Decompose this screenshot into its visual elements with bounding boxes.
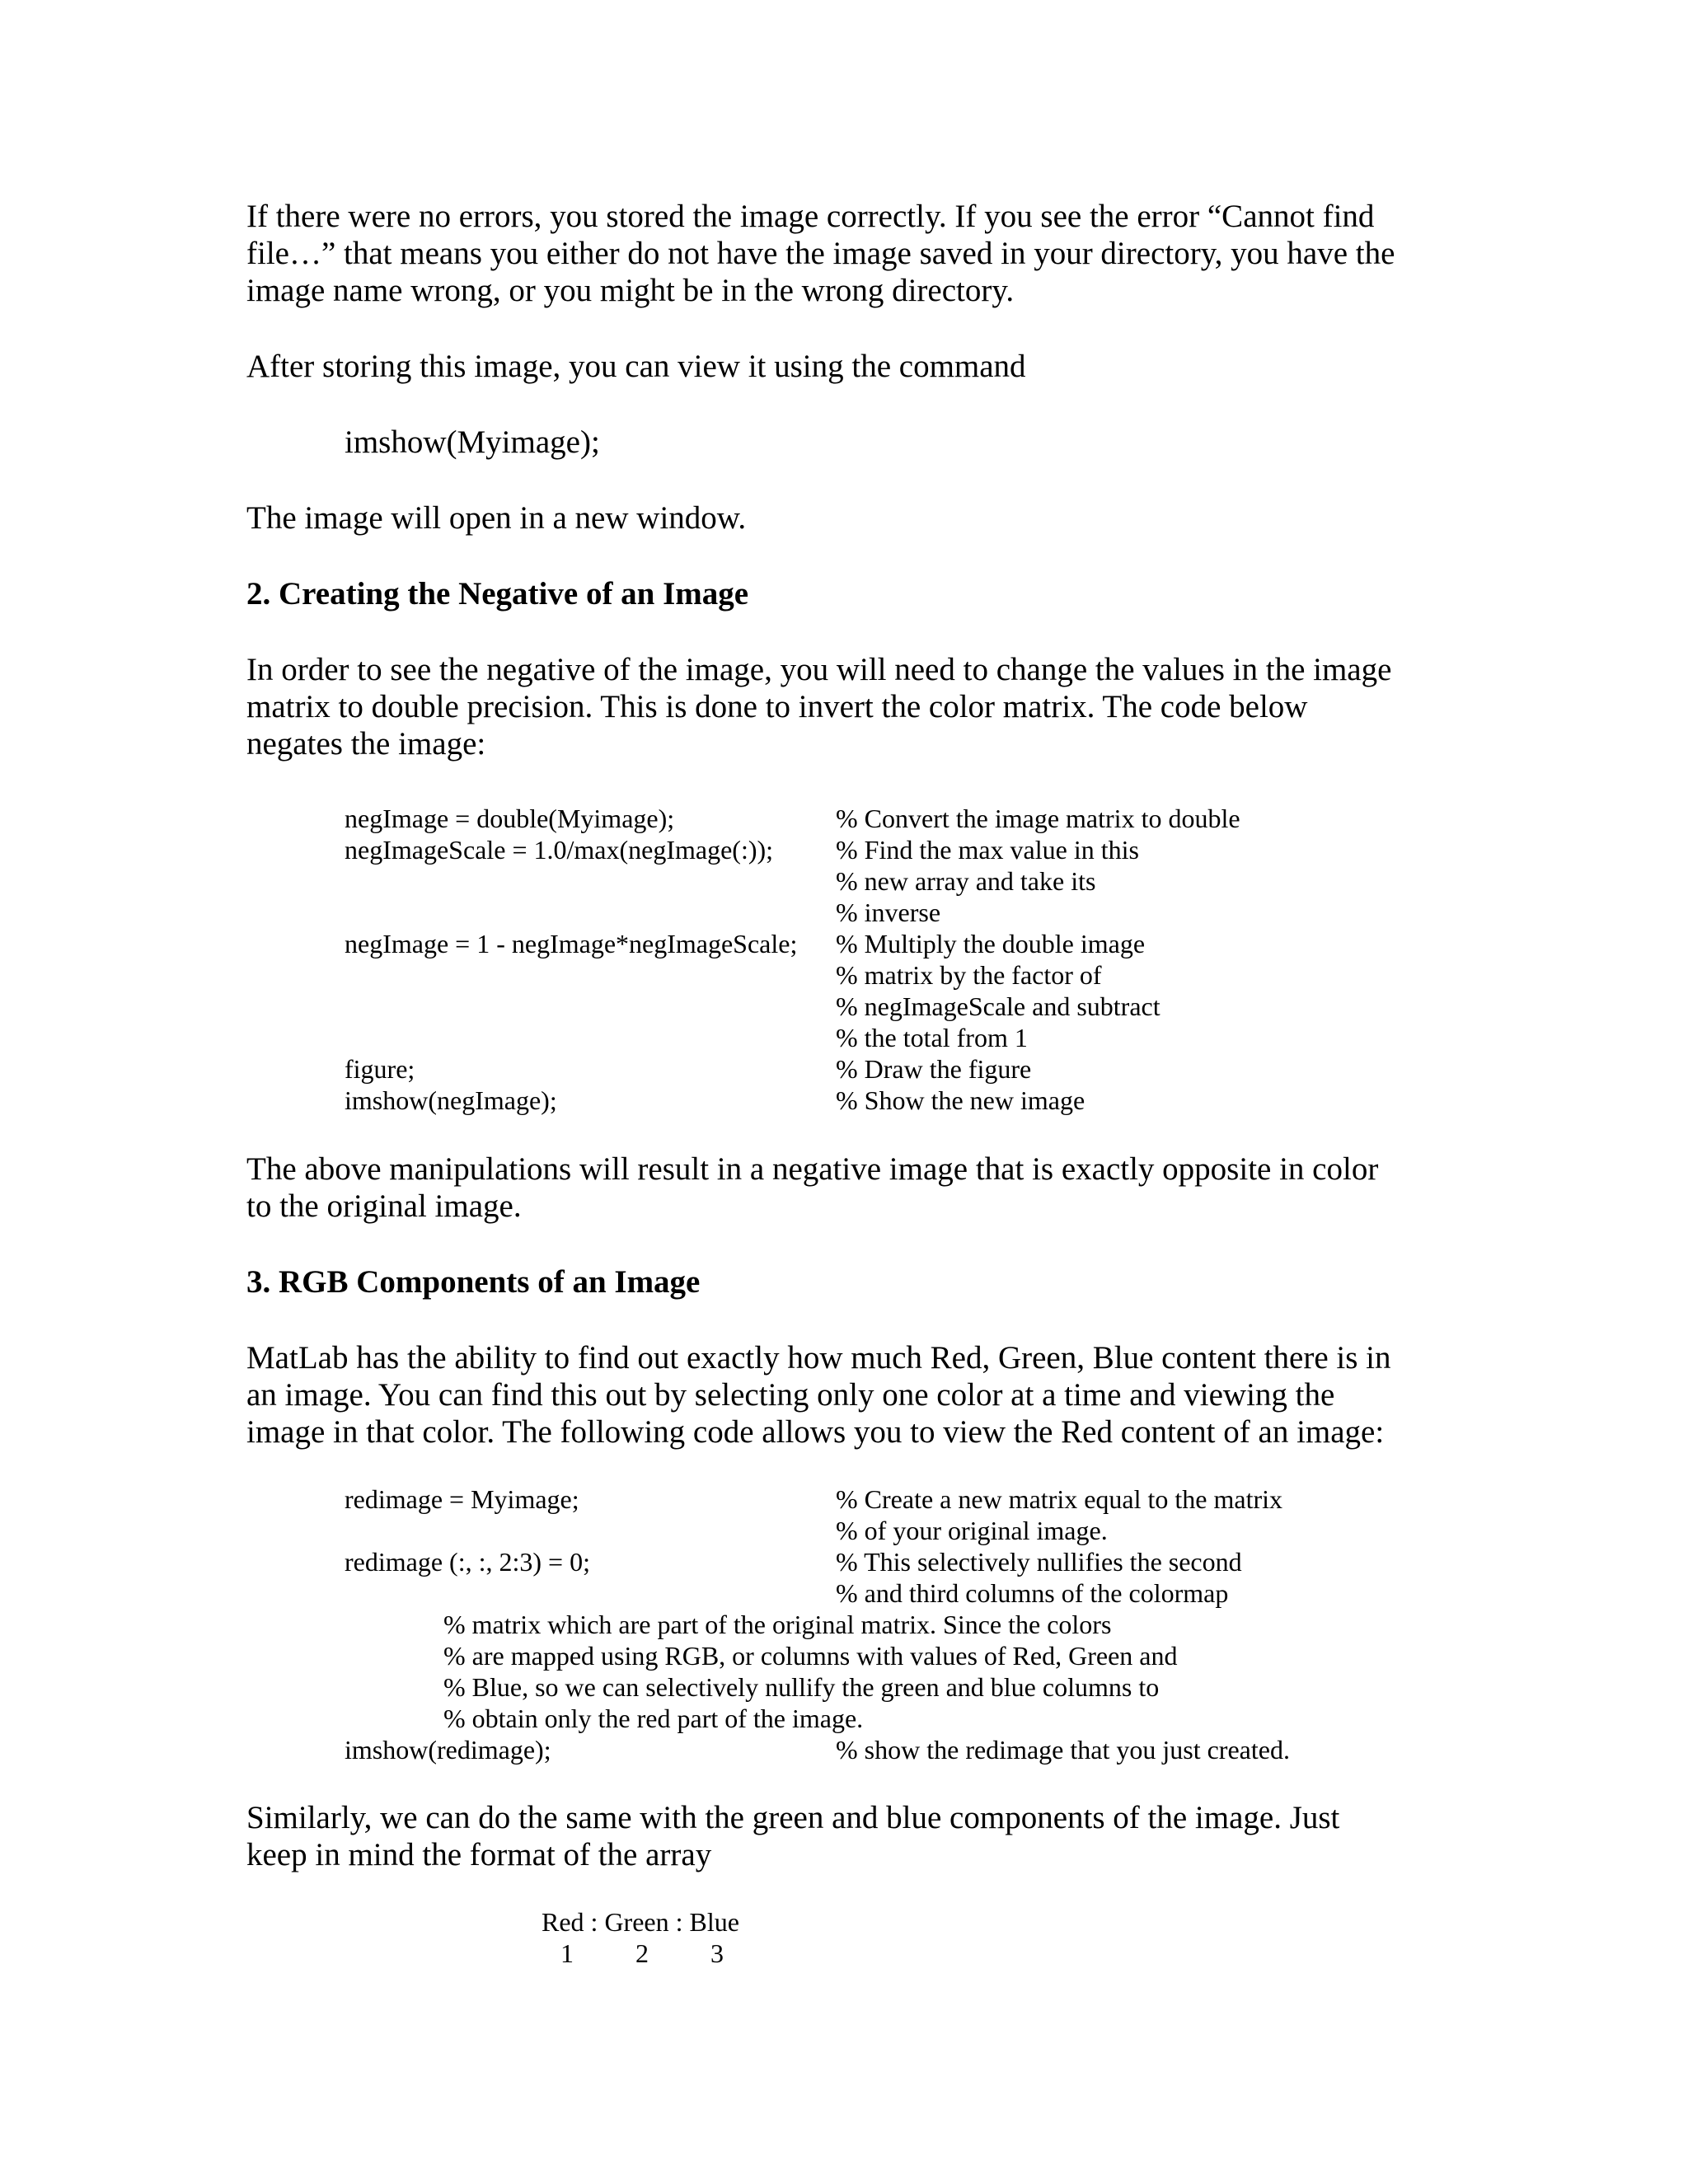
code-comment: % This selectively nullifies the second xyxy=(836,1547,1242,1577)
negative-result-line-2: to the original image. xyxy=(246,1188,522,1224)
intro-line-1: If there were no errors, you stored the image correctly. If you see the error “Cannot find xyxy=(246,199,1375,234)
negative-intro-line-1: In order to see the negative of the image, you will need to change the values in the image xyxy=(246,652,1392,687)
code-line: negImage = double(Myimage); xyxy=(345,804,675,833)
code-note-line: % Blue, so we can selectively nullify the green and blue columns to xyxy=(443,1672,1160,1702)
code-line: imshow(redimage); xyxy=(345,1735,551,1765)
rgb-intro-line-3: image in that color. The following code allows you to view the Red content of an image: xyxy=(246,1414,1385,1450)
code-comment: % show the redimage that you just created. xyxy=(836,1735,1290,1765)
code-comment: % Multiply the double image xyxy=(836,929,1146,958)
code-comment: % Show the new image xyxy=(836,1085,1085,1115)
array-index-green: 2 xyxy=(635,1938,649,1968)
code-line: negImageScale = 1.0/max(negImage(:)); xyxy=(345,835,774,865)
array-index-red: 1 xyxy=(560,1938,574,1968)
code-comment: % new array and take its xyxy=(836,866,1096,896)
array-index-blue: 3 xyxy=(710,1938,724,1968)
array-format-labels: Red : Green : Blue xyxy=(542,1907,739,1937)
after-storing-text: After storing this image, you can view it using the command xyxy=(246,349,1026,384)
negative-result-line-1: The above manipulations will result in a negative image that is exactly opposite in color xyxy=(246,1151,1379,1187)
code-comment: % Find the max value in this xyxy=(836,835,1139,865)
code-comment: % negImageScale and subtract xyxy=(836,991,1160,1021)
imshow-command: imshow(Myimage); xyxy=(345,424,600,460)
code-line: figure; xyxy=(345,1054,415,1084)
negative-intro-line-3: negates the image: xyxy=(246,726,486,762)
rgb-intro-line-2: an image. You can find this out by selecting only one color at a time and viewing the xyxy=(246,1377,1335,1413)
similarly-line-2: keep in mind the format of the array xyxy=(246,1837,712,1872)
code-line: redimage (:, :, 2:3) = 0; xyxy=(345,1547,590,1577)
similarly-line-1: Similarly, we can do the same with the green and blue components of the image. Just xyxy=(246,1800,1340,1835)
code-comment: % of your original image. xyxy=(836,1516,1108,1545)
code-line: redimage = Myimage; xyxy=(345,1484,579,1514)
code-line: imshow(negImage); xyxy=(345,1085,557,1115)
code-comment: % the total from 1 xyxy=(836,1023,1028,1052)
section-2-heading: 2. Creating the Negative of an Image xyxy=(246,576,749,612)
code-comment: % inverse xyxy=(836,898,941,927)
intro-line-3: image name wrong, or you might be in the wrong directory. xyxy=(246,273,1015,308)
code-comment: % Draw the figure xyxy=(836,1054,1032,1084)
code-note-line: % matrix which are part of the original matrix. Since the colors xyxy=(443,1610,1112,1639)
code-comment: % Convert the image matrix to double xyxy=(836,804,1240,833)
intro-line-2: file…” that means you either do not have the image saved in your directory, you have the xyxy=(246,236,1395,271)
negative-intro-line-2: matrix to double precision. This is done to invert the color matrix. The code below xyxy=(246,689,1308,724)
code-comment: % Create a new matrix equal to the matrix xyxy=(836,1484,1283,1514)
code-note-line: % are mapped using RGB, or columns with values of Red, Green and xyxy=(443,1641,1178,1671)
open-window-text: The image will open in a new window. xyxy=(246,500,747,536)
code-comment: % matrix by the factor of xyxy=(836,960,1102,990)
section-3-heading: 3. RGB Components of an Image xyxy=(246,1264,701,1300)
code-line: negImage = 1 - negImage*negImageScale; xyxy=(345,929,798,958)
code-note-line: % obtain only the red part of the image. xyxy=(443,1704,864,1733)
rgb-intro-line-1: MatLab has the ability to find out exactly how much Red, Green, Blue content there is in xyxy=(246,1340,1391,1376)
code-comment: % and third columns of the colormap xyxy=(836,1578,1229,1608)
